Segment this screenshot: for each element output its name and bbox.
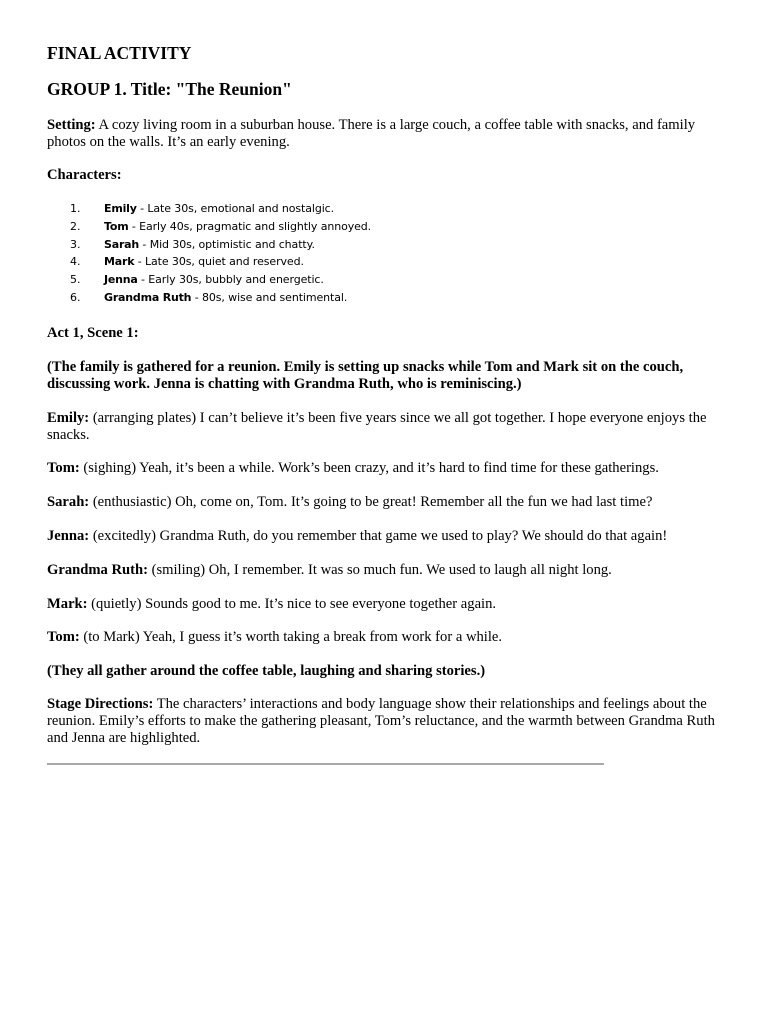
list-number: 5. [70,273,81,287]
character-name: Mark [104,255,135,269]
dialogue-text: (sighing) Yeah, it’s been a while. Work’s been crazy, and it’s hard to find time for these gatherings. [79,460,659,476]
character-name: Tom [104,219,129,233]
dialogue-text: (excitedly) Grandma Ruth, do you remember that game we used to play? We should do that again! [89,528,668,544]
scene-label: Act 1, Scene 1: [47,325,139,341]
character-description: - Late 30s, emotional and nostalgic. [136,202,335,215]
group-title: GROUP 1. Title: "The Reunion" [47,79,292,99]
stage-directions-label: Stage Directions: [47,696,154,712]
character-description: - Late 30s, quiet and reserved. [134,255,304,269]
speaker-name: Tom: [47,629,80,645]
closing-stage-direction: (They all gather around the coffee table, laughing and sharing stories.) [47,663,486,679]
list-item [47,236,371,254]
setting-text: A cozy living room in a suburban house. There is a large couch, a coffee table with snacks, and family photos on the walls. It’s an early evening. [47,117,696,150]
dialogue-line [47,629,717,646]
dialogue-line [47,596,717,613]
characters-heading [47,167,717,184]
scene-heading [47,325,717,342]
dialogue-text: (to Mark) Yeah, I guess it’s worth taking a break from work for a while. [79,629,503,645]
speaker-name: Mark: [47,596,88,612]
character-name: Jenna [104,273,138,287]
stage-directions-text: The characters’ interactions and body language show their relationships and feelings about the reunion. Emily’s efforts to make the gathering pleasant, Tom’s reluctance, and the warmth between Grandma Ruth and Jenna are highlighted. [47,696,715,746]
list-item [47,218,371,236]
dialogue-line [47,528,717,545]
list-number: 2. [70,219,81,233]
dialogue-line [47,460,717,477]
dialogue-text: (smiling) Oh, I remember. It was so much fun. We used to laugh all night long. [147,562,612,578]
character-description: - Early 30s, bubbly and energetic. [137,273,324,287]
character-name: Emily [104,202,137,215]
character-name: Sarah [104,237,140,251]
list-number: 6. [70,290,81,304]
speaker-name: Tom: [47,460,80,476]
list-number: 4. [70,255,81,269]
list-item [47,271,371,289]
character-description: - Early 40s, pragmatic and slightly annoyed. [128,219,372,233]
document-heading: FINAL ACTIVITY [47,43,192,63]
character-name: Grandma Ruth [104,290,192,304]
dialogue-text: (enthusiastic) Oh, come on, Tom. It’s going to be great! Remember all the fun we had last time? [89,494,653,510]
setting-label: Setting: [47,117,96,133]
list-item [47,253,371,271]
speaker-name: Grandma Ruth: [47,562,148,578]
speaker-name: Jenna: [47,528,90,544]
list-item [47,289,371,307]
character-description: - 80s, wise and sentimental. [191,290,348,304]
dialogue-line [47,410,717,444]
list-number: 1. [70,202,81,215]
list-item [47,200,371,218]
horizontal-rule [47,763,604,765]
speaker-name: Emily: [47,410,90,426]
dialogue-line [47,494,717,511]
speaker-name: Sarah: [47,494,90,510]
dialogue-line [47,562,717,579]
dialogue-text: (quietly) Sounds good to me. It’s nice to see everyone together again. [87,596,497,612]
dialogue-text: (arranging plates) I can’t believe it’s been five years since we all got together. I hope everyone enjoys the snacks. [47,410,707,443]
stage-directions-paragraph [47,696,717,747]
list-number: 3. [70,237,81,251]
characters-list [47,200,371,307]
setting-paragraph [47,117,717,151]
character-description: - Mid 30s, optimistic and chatty. [139,237,315,251]
characters-label: Characters: [47,167,122,183]
opening-stage-direction: (The family is gathered for a reunion. Emily is setting up snacks while Tom and Mark sit on the couch, discussing work. Jenna is chatting with Grandma Ruth, who is reminiscing.) [47,359,684,392]
